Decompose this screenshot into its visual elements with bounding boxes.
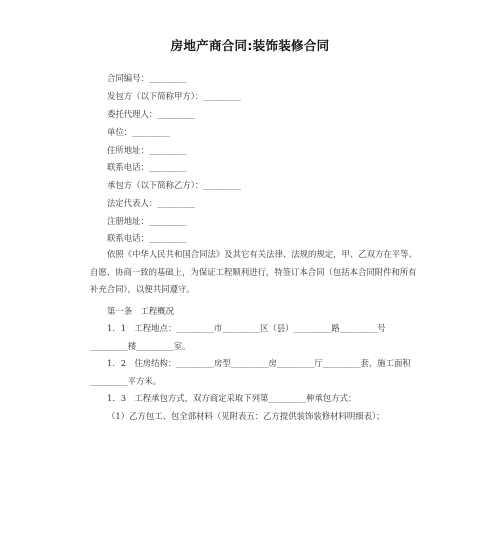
intro-paragraph: 依照《中华人民共和国合同法》及其它有关法律、法规的规定，甲、乙双方在平等、自愿、协商一致的基础上，为保证工程顺利进行，特签订本合同（包括本合同附件和所有补充合同），以便共同遵守。 [90,249,417,294]
article-1-heading: 第一条 工程概况 [107,306,174,316]
field-unit: 单位：_________ [107,127,170,137]
clause-1-2: 1．2 住房结构：_________房型_________房_________厅_________套，施工面积_________平方米。 [90,358,411,386]
field-party-b: 承包方（以下简称乙方）：_________ [107,180,241,190]
contract-title: 房地产商合同:装饰装修合同 [170,38,330,53]
field-legal-rep: 法定代表人：_________ [107,198,195,208]
field-registered-address: 注册地址：_________ [107,216,187,226]
clause-1-1: 1．1 工程地点：_________市_________区（县）_________路_________号_________楼_________室。 [90,323,386,351]
field-phone-b: 联系电话：_________ [107,233,187,243]
field-contract-number: 合同编号：_________ [107,73,187,83]
field-phone-a: 联系电话：_________ [107,162,187,172]
clause-1-3-option-1: （1）乙方包工、包全部材料（见附表五：乙方提供装饰装修材料明细表）； [107,411,385,421]
field-party-a: 发包方（以下简称甲方）：_________ [107,91,241,101]
field-agent: 委托代理人：_________ [107,109,195,119]
field-address-a: 住所地址：_________ [107,145,187,155]
clause-1-3: 1．3 工程承包方式，双方商定采取下列第_________种承包方式： [107,393,357,403]
